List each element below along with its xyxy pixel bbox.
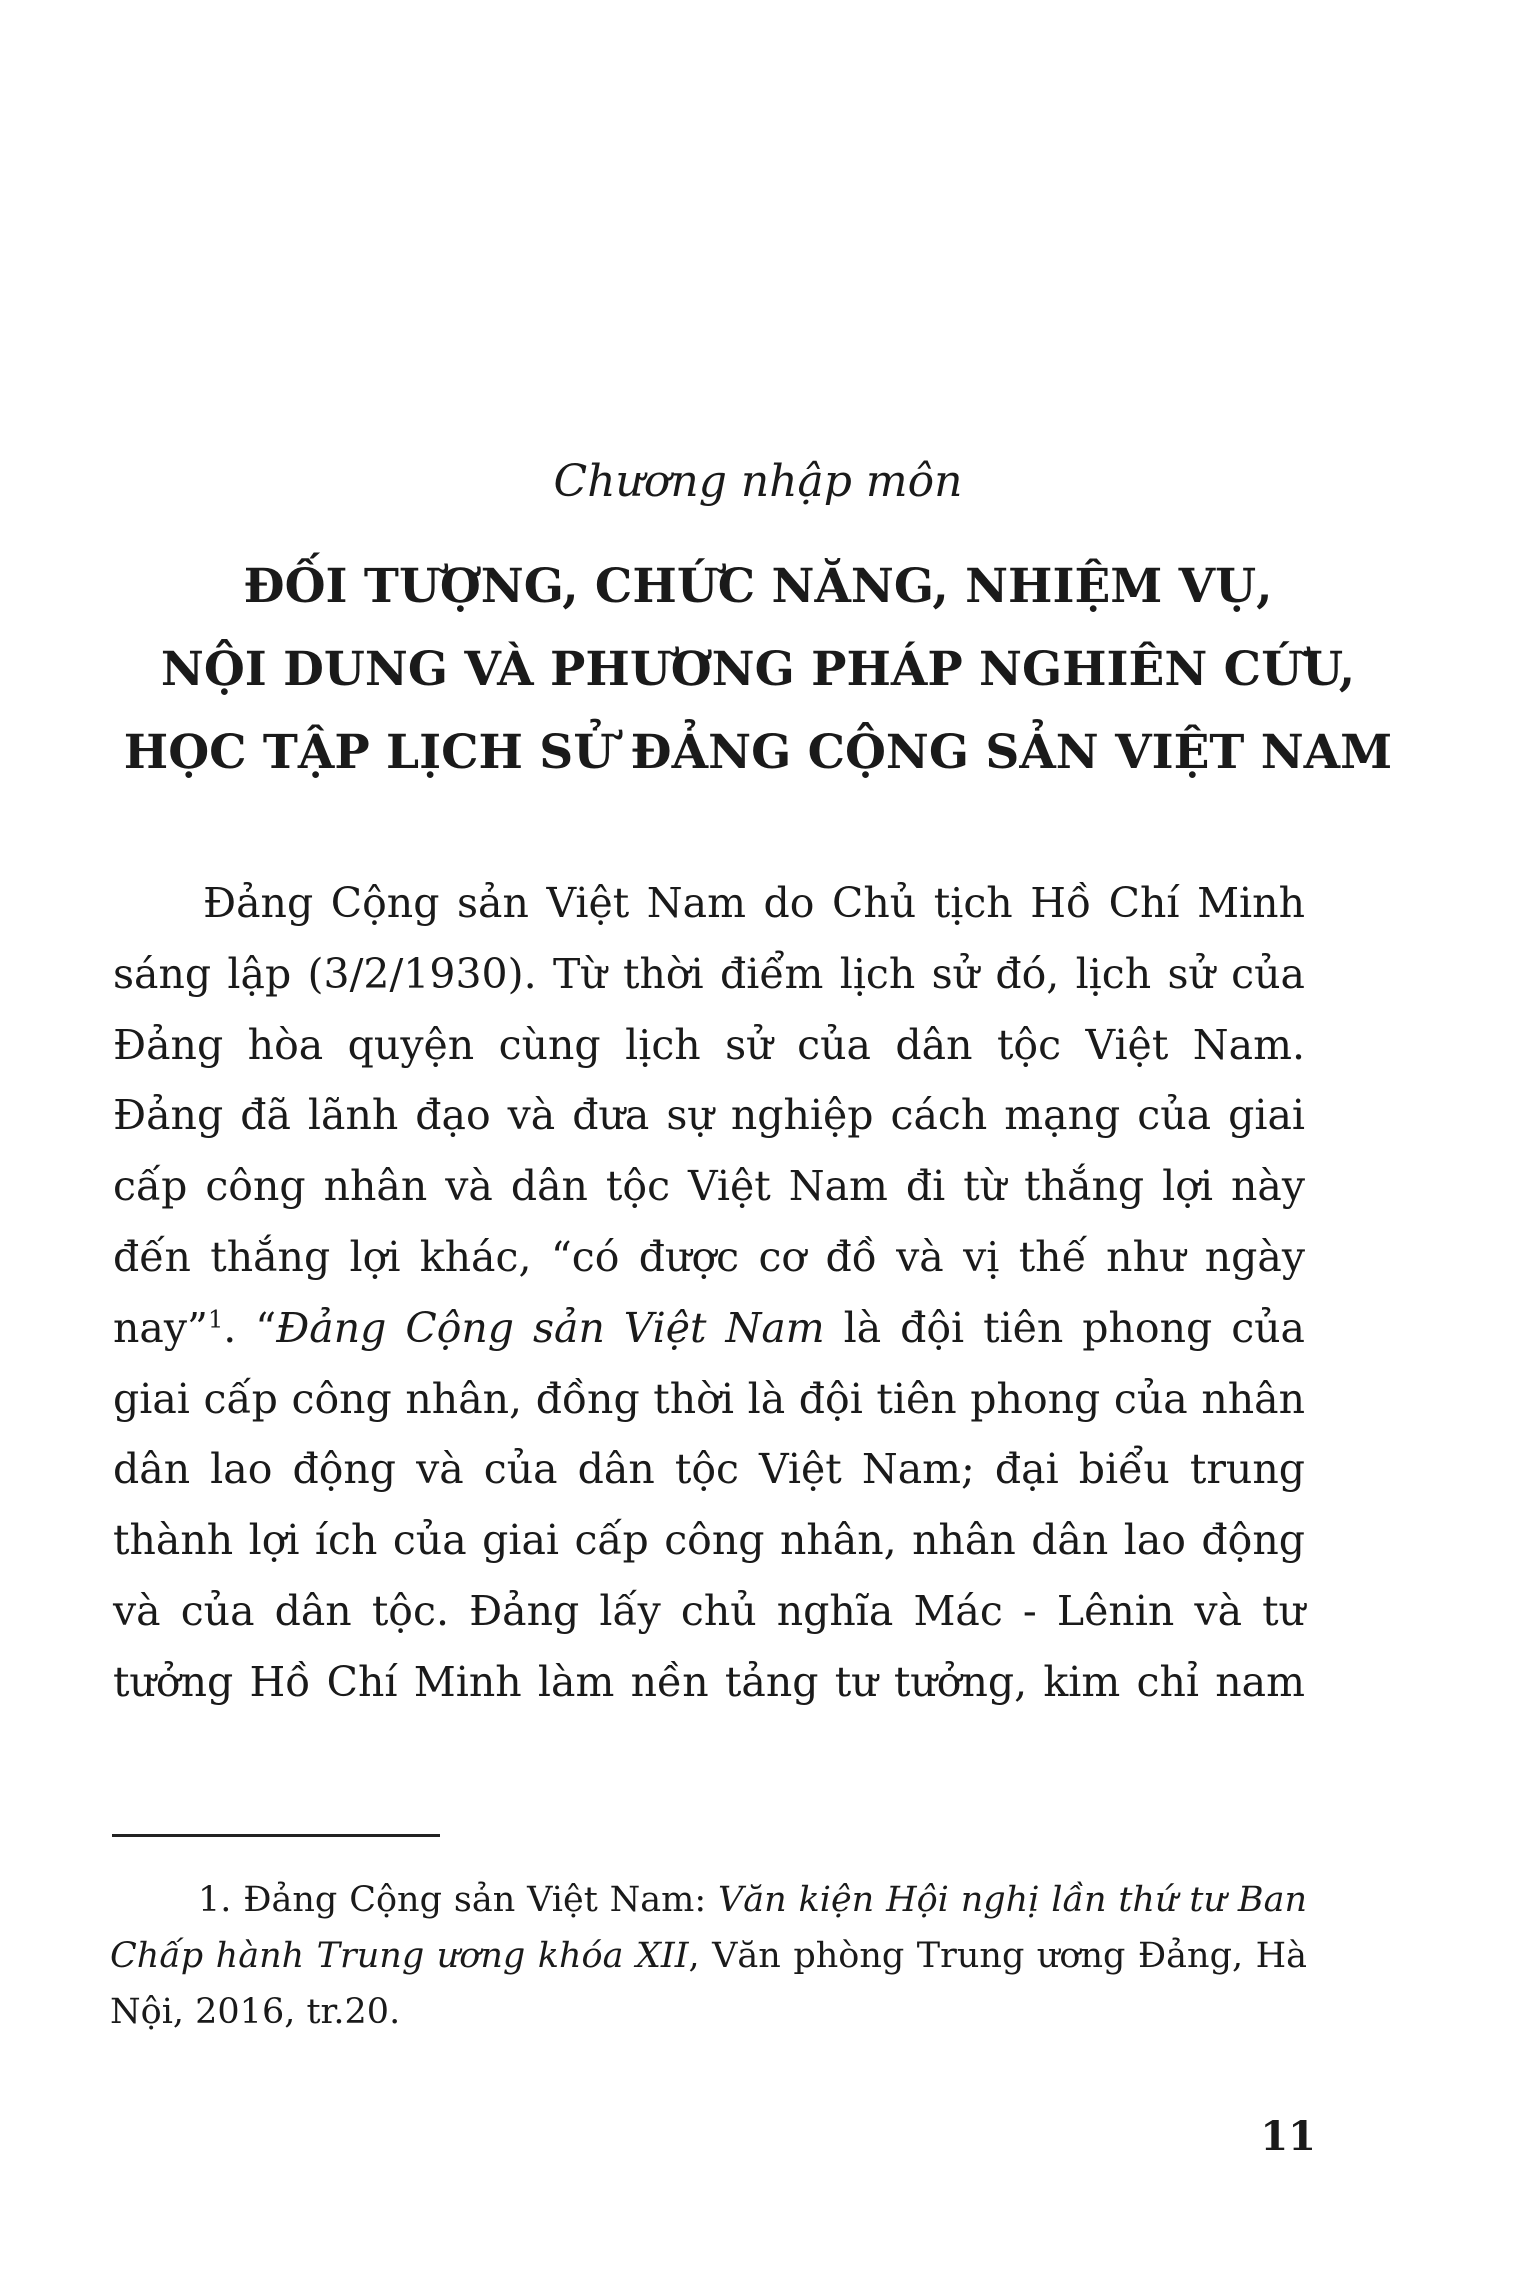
body-line-7-end: là đội tiên phong của: [824, 1303, 1305, 1352]
chapter-title-line-3: HỌC TẬP LỊCH SỬ ĐẢNG CỘNG SẢN VIỆT NAM: [123, 725, 1393, 780]
chapter-title-line-2: NỘI DUNG VÀ PHƯƠNG PHÁP NGHIÊN CỨU,: [160, 642, 1356, 697]
chapter-title: [110, 545, 1406, 794]
footnote-title-part-2: Chấp hành Trung ương khóa XII: [110, 1936, 689, 1976]
footnote-title-part-1: Văn kiện Hội nghị lần thứ tư Ban: [717, 1880, 1307, 1920]
footnote-line-1: [110, 1872, 1307, 1928]
body-line-5: cấp công nhân và dân tộc Việt Nam đi từ thắng lợi này: [113, 1162, 1305, 1211]
body-line-1: Đảng Cộng sản Việt Nam do Chủ tịch Hồ Chí Minh: [203, 879, 1305, 927]
body-line-8: giai cấp công nhân, đồng thời là đội tiên phong của nhân: [113, 1374, 1305, 1423]
footnote-source: 1. Đảng Cộng sản Việt Nam:: [198, 1880, 718, 1920]
body-line-6: đến thắng lợi khác, “có được cơ đồ và vị thế như ngày: [113, 1232, 1305, 1281]
body-line-3: Đảng hòa quyện cùng lịch sử của dân tộc Việt Nam.: [113, 1020, 1305, 1069]
chapter-title-line-1: ĐỐI TƯỢNG, CHỨC NĂNG, NHIỆM VỤ,: [243, 559, 1273, 614]
body-line-7-italic: Đảng Cộng sản Việt Nam: [276, 1303, 825, 1352]
footnote-line-2: [110, 1928, 1307, 1984]
body-line-7-start: nay”: [113, 1303, 208, 1352]
footnote: [110, 1872, 1307, 2040]
body-line-10: thành lợi ích của giai cấp công nhân, nhân dân lao động: [113, 1516, 1305, 1565]
page-number: 11: [1260, 2113, 1316, 2160]
body-line-12: tưởng Hồ Chí Minh làm nền tảng tư tưởng, kim chỉ nam: [113, 1657, 1305, 1706]
body-paragraph: [113, 868, 1305, 1718]
body-line-7: [113, 1293, 1305, 1364]
chapter-label: Chương nhập môn: [553, 456, 963, 507]
body-line-2: sáng lập (3/2/1930). Từ thời điểm lịch sử đó, lịch sử của: [113, 949, 1305, 998]
body-line-4: Đảng đã lãnh đạo và đưa sự nghiệp cách mạng của giai: [113, 1091, 1305, 1140]
body-line-7-punct: . “: [223, 1303, 277, 1352]
footnote-ref: 1: [207, 1305, 224, 1334]
footnote-line-3: Nội, 2016, tr.20.: [110, 1992, 401, 2032]
footnote-divider: [112, 1834, 440, 1837]
body-line-9: dân lao động và của dân tộc Việt Nam; đại biểu trung: [113, 1445, 1305, 1494]
body-line-11: và của dân tộc. Đảng lấy chủ nghĩa Mác - Lênin và tư: [113, 1586, 1305, 1635]
footnote-publisher: , Văn phòng Trung ương Đảng, Hà: [688, 1936, 1307, 1976]
